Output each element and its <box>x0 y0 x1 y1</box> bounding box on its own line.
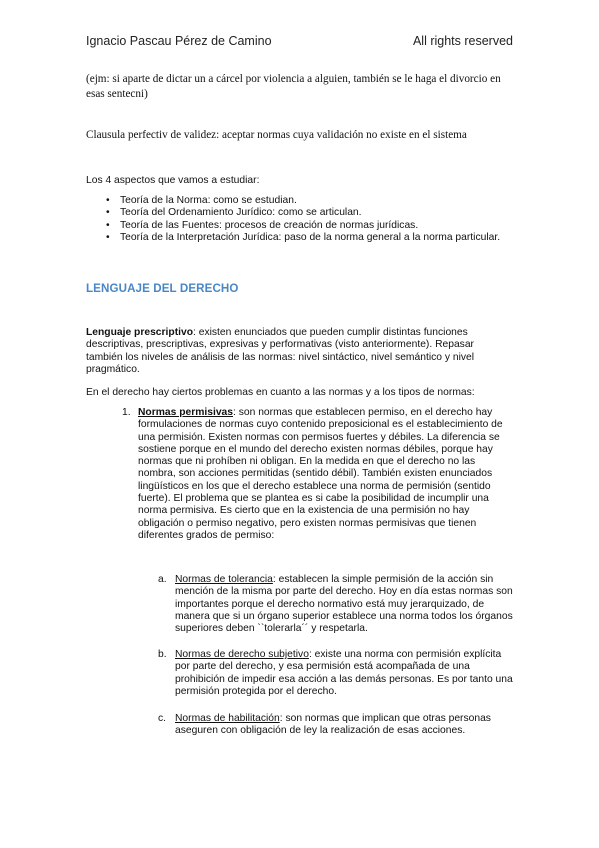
item-text: : son normas que establecen permiso, en el derecho hay formulaciones de normas cuyo contenido preposicional es el establecimiento de una permisión. Existen normas con permisos fuertes y débiles. La diferencia se sostiene porque en el mundo del derecho existen normas débiles, porque hay normas que ni prohíben ni obligan. En la medida en que el derecho no las nombra, son acciones permitidas (sentido débil). También existen enunciados lingüísticos en los que el derecho establece una norma de permisión (sentido fuerte). El problema que se plantea es si cabe la posibilidad de incumplir una norma permisiva. Es cierto que en la existencia de una permisión no hay obligación o permiso negativo, pero existen normas permisivas que tienen diferentes grados de permiso: <box>138 407 503 541</box>
subitem-term: Normas de tolerancia <box>175 574 273 585</box>
list-item: • Teoría de la Interpretación Jurídica: paso de la norma general a la norma particular. <box>86 232 501 244</box>
list-item: • Teoría del Ordenamiento Jurídico: como se articulan. <box>86 207 501 219</box>
aspects-list <box>86 195 501 244</box>
subitem-letter: c. <box>158 713 167 724</box>
subitem-text: : son normas que implican que otras personas aseguren con obligación de ley la realización de esas acciones. <box>175 713 491 737</box>
prescriptive-paragraph <box>86 327 513 376</box>
list-item-1 <box>122 407 515 542</box>
prescriptive-text: : existen enunciados que pueden cumplir distintas funciones descriptivas, prescriptivas, expresivas y performativas (visto anteriormente). Repasar también los niveles de análisis de las normas: nivel sintáctico, nivel semántico y nivel pragmático. <box>86 327 475 375</box>
subitem-b <box>158 649 513 698</box>
list-item: • Teoría de la Norma: como se estudian. <box>86 195 501 207</box>
subitem-term: Normas de derecho subjetivo <box>175 649 309 660</box>
item-term: Normas permisivas <box>138 407 234 418</box>
subitem-a <box>158 574 513 635</box>
subitem-text: : establecen la simple permisión de la acción sin mención de la misma por parte del derecho. Hoy en día estas normas son importantes porque el derecho normativo está muy jerarquizado, de manera que si un órgano superior establece una norma todos los órganos superiores deben ``tolerarla´´ y respetarla. <box>175 574 513 635</box>
subitem-term: Normas de habilitación <box>175 713 280 724</box>
subitem-c <box>158 713 513 738</box>
section-heading: LENGUAJE DEL DERECHO <box>86 282 239 295</box>
prescriptive-term: Lenguaje prescriptivo <box>86 327 194 338</box>
example-paragraph: (ejm: si aparte de dictar un a cárcel por violencia a alguien, también se le haga el divorcio en esas sentecni) <box>86 73 501 100</box>
aspects-lead: Los 4 aspectos que vamos a estudiar: <box>86 175 260 186</box>
subitem-letter: a. <box>158 574 167 585</box>
subitem-letter: b. <box>158 649 167 660</box>
list-item: • Teoría de las Fuentes: procesos de creación de normas jurídicas. <box>86 220 501 232</box>
header-author: Ignacio Pascau Pérez de Camino <box>86 34 272 48</box>
subitem-text: : existe una norma con permisión explícita por parte del derecho, y esa permisión está acompañada de una prohibición de impedir esa acción a las demás personas. Es por tanto una permisión protegida por el derecho. <box>175 649 513 697</box>
header-rights: All rights reserved <box>412 34 513 48</box>
problems-lead: En el derecho hay ciertos problemas en cuanto a las normas y a los tipos de normas: <box>86 387 475 398</box>
item-number: 1. <box>122 407 131 418</box>
clause-paragraph: Clausula perfectiv de validez: aceptar normas cuya validación no existe en el sistema <box>86 129 467 141</box>
